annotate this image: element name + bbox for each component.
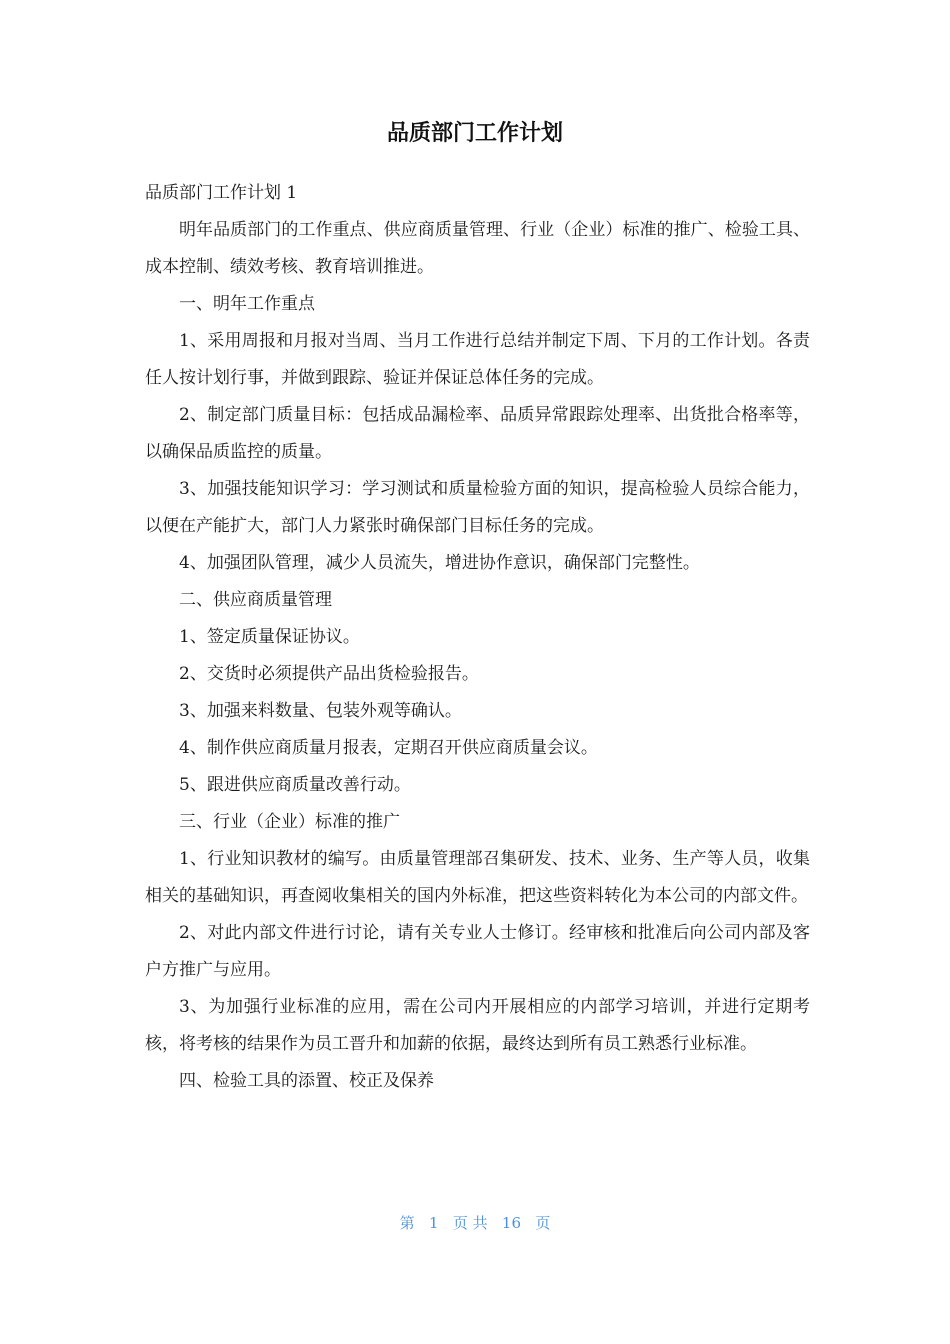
paragraph-1-1: 1、采用周报和月报对当周、当月工作进行总结并制定下周、下月的工作计划。各责任人按计划行事，并做到跟踪、验证并保证总体任务的完成。 xyxy=(145,331,810,388)
page-footer xyxy=(0,1210,950,1236)
paragraph-intro: 明年品质部门的工作重点、供应商质量管理、行业（企业）标准的推广、检验工具、成本控制、绩效考核、教育培训推进。 xyxy=(145,220,810,277)
paragraph-2-2: 2、交货时必须提供产品出货检验报告。 xyxy=(179,664,479,684)
paragraph-2-3: 3、加强来料数量、包装外观等确认。 xyxy=(179,701,462,721)
section-heading-4: 四、检验工具的添置、校正及保养 xyxy=(179,1071,434,1091)
document-body xyxy=(145,175,810,1100)
footer-page-prefix: 第 xyxy=(399,1214,415,1232)
paragraph-1-2: 2、制定部门质量目标：包括成品漏检率、品质异常跟踪处理率、出货批合格率等，以确保品质监控的质量。 xyxy=(145,405,810,462)
paragraph-2-4: 4、制作供应商质量月报表，定期召开供应商质量会议。 xyxy=(179,738,598,758)
section-heading-plan: 品质部门工作计划 1 xyxy=(145,183,298,203)
section-heading-2: 二、供应商质量管理 xyxy=(179,590,332,610)
footer-page-suffix: 页 xyxy=(535,1214,551,1232)
paragraph-2-5: 5、跟进供应商质量改善行动。 xyxy=(179,775,411,795)
footer-page-current: 1 xyxy=(428,1214,439,1232)
footer-page-total: 16 xyxy=(501,1214,522,1232)
paragraph-2-1: 1、签定质量保证协议。 xyxy=(179,627,360,647)
section-heading-1: 一、明年工作重点 xyxy=(179,294,315,314)
document-title: 品质部门工作计划 xyxy=(386,121,563,146)
footer-page-middle: 页 共 xyxy=(452,1214,488,1232)
paragraph-3-3: 3、为加强行业标准的应用，需在公司内开展相应的内部学习培训，并进行定期考核，将考核的结果作为员工晋升和加薪的依据，最终达到所有员工熟悉行业标准。 xyxy=(145,997,810,1054)
paragraph-1-4: 4、加强团队管理，减少人员流失，增进协作意识，确保部门完整性。 xyxy=(179,553,700,573)
paragraph-1-3: 3、加强技能知识学习：学习测试和质量检验方面的知识，提高检验人员综合能力，以便在产能扩大，部门人力紧张时确保部门目标任务的完成。 xyxy=(145,479,810,536)
section-heading-3: 三、行业（企业）标准的推广 xyxy=(179,812,400,832)
paragraph-3-2: 2、对此内部文件进行讨论，请有关专业人士修订。经审核和批准后向公司内部及客户方推广与应用。 xyxy=(145,923,810,980)
paragraph-3-1: 1、行业知识教材的编写。由质量管理部召集研发、技术、业务、生产等人员，收集相关的基础知识，再查阅收集相关的国内外标准，把这些资料转化为本公司的内部文件。 xyxy=(145,849,810,906)
